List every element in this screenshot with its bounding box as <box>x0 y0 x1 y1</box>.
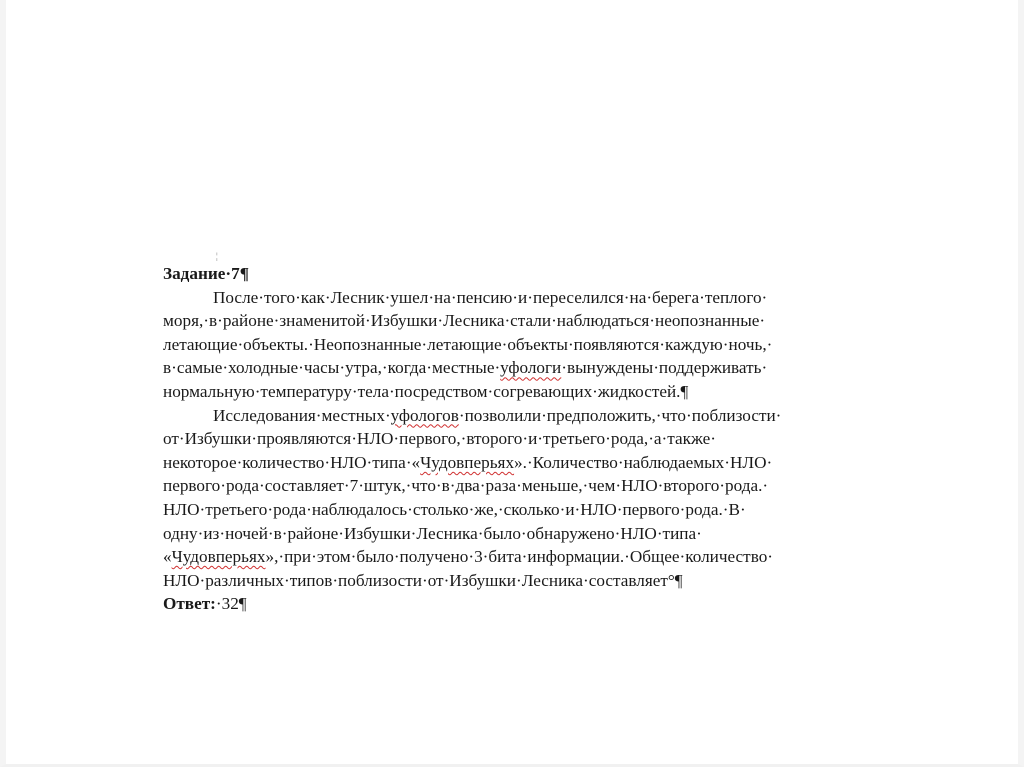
paragraph-2-line-1 <box>163 404 867 428</box>
paragraph-2-line-5: НЛО·третьего·рода·наблюдалось·столько·же,·сколько·и·НЛО·первого·рода.·В· <box>163 499 746 519</box>
paragraph-2 <box>163 404 867 593</box>
paragraph-2-line-3-part-b: ».·Количество·наблюдаемых·НЛО· <box>514 452 773 472</box>
answer-line <box>163 592 867 616</box>
paragraph-1-line-5: нормальную·температуру·тела·посредством·согревающих·жидкостей.¶ <box>163 381 689 401</box>
paragraph-2-line-6: одну·из·ночей·в·районе·Избушки·Лесника·было·обнаружено·НЛО·типа· <box>163 523 702 543</box>
paragraph-1-line-4-part-a: в·самые·холодные·часы·утра,·когда·местные· <box>163 358 501 378</box>
paragraph-2-line-3-part-a: некоторое·количество·НЛО·типа·« <box>163 452 421 472</box>
paragraph-2-line-1-part-b: ·позволили·предположить,·что·поблизости· <box>458 405 782 425</box>
paragraph-2-line-2: от·Избушки·проявляются·НЛО·первого,·второго·и·третьего·рода,·а·также· <box>163 429 716 449</box>
paragraph-1-line-2: моря,·в·районе·знаменитой·Избушки·Лесника·стали·наблюдаться·неопознанные· <box>163 311 766 331</box>
paragraph-2-line-3 <box>163 451 867 475</box>
paragraph-1-line-3: летающие·объекты.·Неопознанные·летающие·объекты·появляются·каждую·ночь,· <box>163 334 773 354</box>
paragraph-2-line-7-part-a: « <box>163 547 172 567</box>
document-body <box>163 262 867 616</box>
paragraph-1-line-4-part-b: ·вынуждены·поддерживать· <box>561 358 768 378</box>
spellcheck-word-chudovperyakh-2: Чудовперьях <box>171 547 266 567</box>
paragraph-2-line-8: НЛО·различных·типов·поблизости·от·Избушки·Лесника·составляет°¶ <box>163 570 683 590</box>
paragraph-2-line-1-part-a: Исследования·местных· <box>213 405 391 425</box>
paragraph-1-line-1: После·того·как·Лесник·ушел·на·пенсию·и·переселился·на·берега·теплого· <box>213 287 768 307</box>
paragraph-2-line-7-part-b: »,·при·этом·было·получено·3·бита·информации.·Общее·количество· <box>265 547 774 567</box>
paragraph-1 <box>163 286 867 404</box>
paragraph-1-line-4 <box>163 356 867 380</box>
text-cursor-mark: ¦ <box>216 251 218 261</box>
spellcheck-word-chudovperyakh: Чудовперьях <box>420 452 515 472</box>
answer-label: Ответ: <box>163 594 216 614</box>
spellcheck-word-ufologi: уфологи <box>500 358 562 378</box>
task-heading: Задание·7¶ <box>163 264 249 283</box>
paragraph-2-line-4: первого·рода·составляет·7·штук,·что·в·два·раза·меньше,·чем·НЛО·второго·рода.· <box>163 476 769 496</box>
answer-value: ·32¶ <box>215 594 247 614</box>
spellcheck-word-ufologov: уфологов <box>390 405 459 425</box>
paragraph-2-line-7 <box>163 545 867 569</box>
